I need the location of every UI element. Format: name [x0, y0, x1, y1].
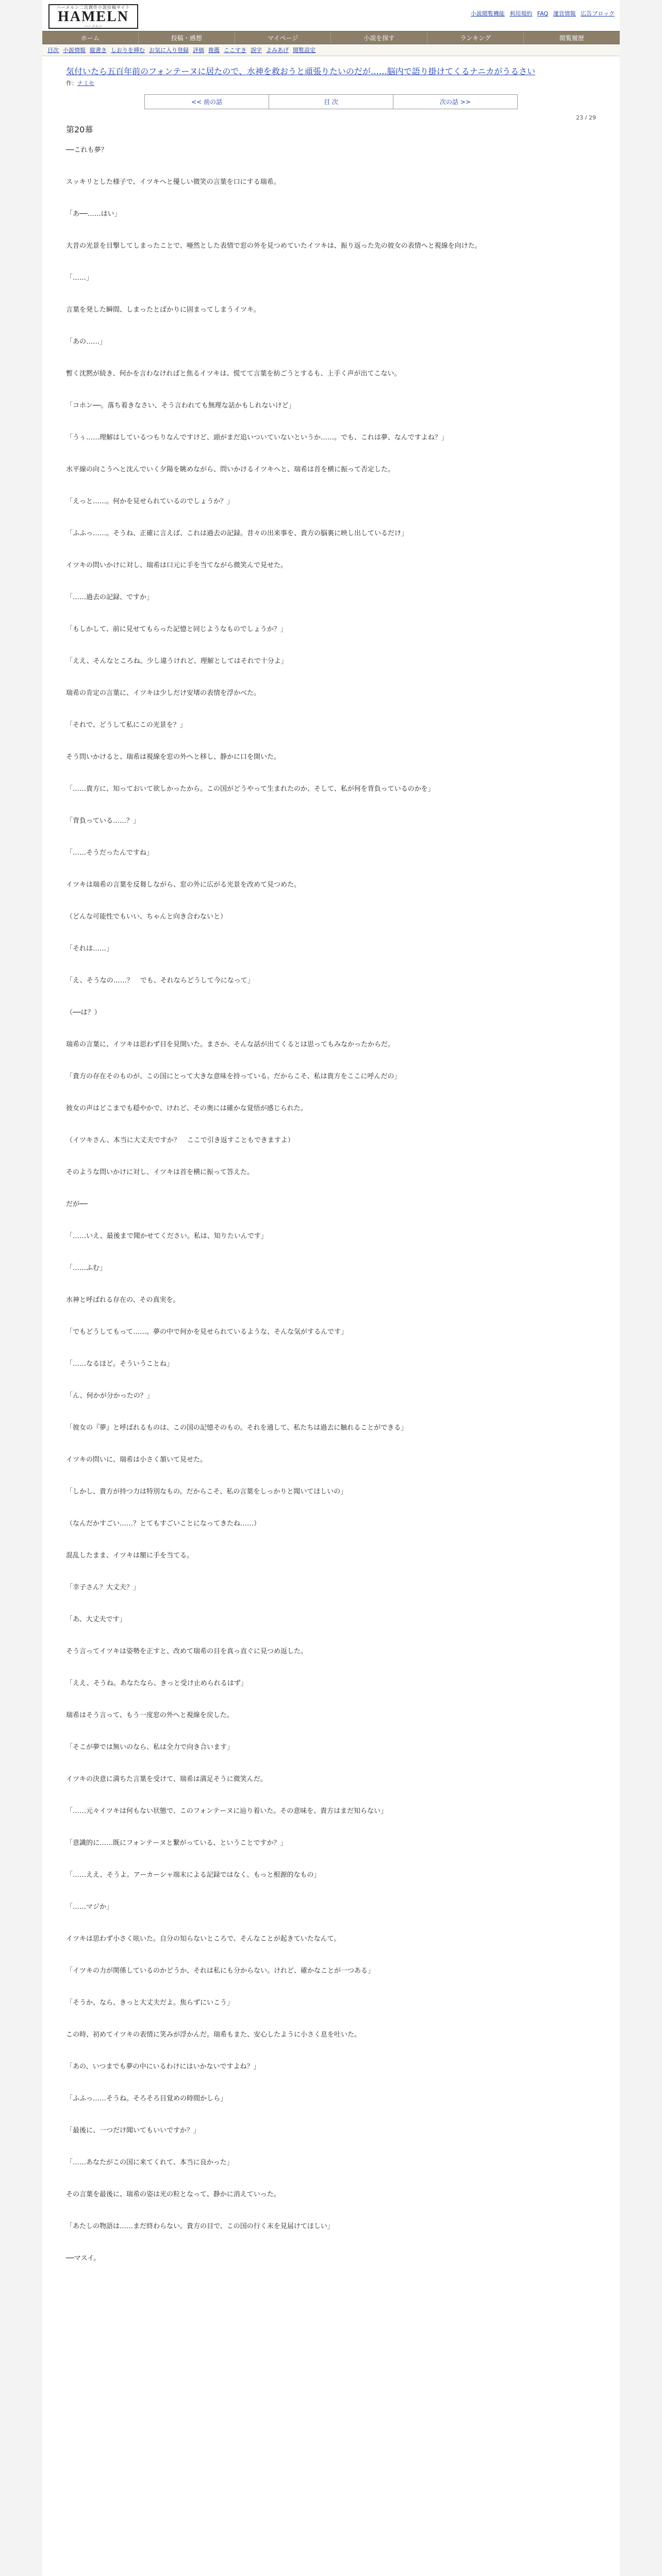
story-paragraph: （どんな可能性でもいい、ちゃんと向き合わないと）: [66, 913, 227, 921]
story-paragraph: 水平線の向こうへと沈んでいく夕陽を眺めながら、問いかけるイツキへと、瑞希は首を横に振って否定した。: [66, 466, 395, 473]
header-link-adblock[interactable]: 広告ブロック: [581, 10, 615, 17]
story-paragraph: 混乱したまま、イツキは額に手を当てる。: [66, 1552, 194, 1560]
story-paragraph: 「あ、大丈夫です」: [66, 1616, 126, 1623]
story-paragraph: 彼女の声はどこまでも穏やかで、けれど、その奥には確かな覚悟が感じられた。: [66, 1105, 307, 1112]
header: [42, 0, 620, 31]
prev-chapter-button[interactable]: << 前の話: [144, 94, 269, 109]
story-paragraph: 「……ええ、そうよ。アーカーシャ端末による記録ではなく、もっと根源的なもの」: [66, 1871, 321, 1879]
story-paragraph: 瑞希はそう言って、もう一度窓の外へと視線を戻した。: [66, 1711, 234, 1719]
story-paragraph: 「彼女の『夢』と呼ばれるものは、この国の記憶そのもの。それを通して、私たちは過去に触れることができる」: [66, 1424, 408, 1432]
author-link[interactable]: ナミセ: [77, 80, 94, 87]
header-link-operator[interactable]: 運営情報: [553, 10, 576, 17]
subnav-settings[interactable]: 閲覧設定: [293, 47, 316, 54]
subnav-toc[interactable]: 目次: [47, 47, 59, 54]
page-count: 23 / 29: [576, 114, 596, 121]
logo-kana: ハーメルン: [84, 24, 103, 28]
nav-home[interactable]: ホーム: [42, 31, 139, 44]
story-paragraph: イツキの決意に満ちた言葉を受けて、瑞希は満足そうに微笑んだ。: [66, 1775, 267, 1783]
story-paragraph: 「でもどうしてもって……。夢の中で何かを見せられているような、そんな気がするんです」: [66, 1328, 348, 1336]
story-paragraph: 「……いえ、最後まで聞かせてください。私は、知りたいんです」: [66, 1232, 268, 1240]
story-paragraph: 大昔の光景を目撃してしまったことで、唖然とした表情で窓の外を見つめていたイツキは、振り返った先の彼女の表情へと視線を向けた。: [66, 242, 482, 250]
story-paragraph: 「……あなたがこの国に来てくれて、本当に良かった」: [66, 2159, 234, 2166]
novel-title[interactable]: 気付いたら五百年前のフォンテーヌに居たので、水神を救おうと頑張りたいのだが……脳内で語り掛けてくるナニカがうるさい: [66, 66, 536, 76]
chapter-title: 第20幕: [66, 125, 93, 134]
header-links: [468, 9, 615, 18]
story-paragraph: 「ええ、そんなところね。少し違うけれど、理解としてはそれで十分よ」: [66, 657, 288, 665]
story-paragraph: だが──: [66, 1200, 88, 1208]
story-paragraph: 「そうか、なら、きっと大丈夫だよ。焦らずにいこう」: [66, 1999, 234, 2007]
story-paragraph: 「幸子さん？大丈夫？」: [66, 1584, 140, 1591]
subnav-recommend[interactable]: 推薦: [208, 47, 220, 54]
story-paragraph: スッキリとした様子で、イツキヘと優しい微笑の言葉を口にする瑞希。: [66, 178, 280, 186]
story-paragraph: 「ん、何かが分かったの？」: [66, 1392, 154, 1400]
story-paragraph: 「しかし、貴方が持つ力は特別なもの。だからこそ、私の言葉をしっかりと聞いてほしいの」: [66, 1488, 347, 1496]
story-paragraph: 「ええ、そうね。あなたなら、きっと受け止められるはず」: [66, 1680, 247, 1687]
story-paragraph: 瑞希の肯定の言葉に、イツキは少しだけ安堵の表情を浮かべた。: [66, 689, 261, 697]
site-logo[interactable]: [48, 4, 138, 29]
subnav-tts[interactable]: よみあげ: [266, 47, 289, 54]
story-paragraph: 「コホン──。落ち着きなさい、そう言われても無理な話かもしれないけど」: [66, 402, 295, 410]
nav-mypage[interactable]: マイページ: [235, 31, 332, 44]
story-paragraph: 「それは……」: [66, 945, 113, 953]
story-paragraph: 「ふふっ……そうね。そろそろ目覚めの時間かしら」: [66, 2095, 227, 2103]
logo-subtitle: ハーメルン二次創作小説投稿サイト: [56, 5, 130, 10]
next-chapter-button[interactable]: 次の話 >>: [393, 94, 518, 109]
story-paragraph: 瑞希の言葉に、イツキは思わず目を見開いた。まさか、そんな話が出てくるとは思ってもみなかったからだ。: [66, 1041, 395, 1048]
story-paragraph: 「……過去の記録、ですか」: [66, 594, 154, 601]
story-paragraph: （なんだかすごい……？とてもすごいことになってきたね……）: [66, 1520, 261, 1528]
author-prefix: 作：: [66, 80, 77, 87]
story-paragraph: 「もしかして、前に見せてもらった記憶と同じようなものでしょうか？」: [66, 625, 287, 633]
subnav-typo[interactable]: 誤字: [251, 47, 262, 54]
novel-subnav: [42, 44, 620, 56]
main-nav: [42, 31, 620, 44]
story-paragraph: そう問いかけると、瑞希は視線を窓の外へと移し、静かに口を開いた。: [66, 753, 281, 761]
story-paragraph: 「……マジか」: [66, 1903, 113, 1911]
story-paragraph: 「背負っている……？」: [66, 817, 140, 825]
story-paragraph: 「意識的に……既にフォンテーヌと繋がっている、ということですか？」: [66, 1839, 287, 1847]
page: [42, 0, 620, 2576]
header-link-terms[interactable]: 利用規約: [509, 10, 533, 17]
subnav-vertical[interactable]: 縦書き: [90, 47, 107, 54]
story-paragraph: 「イツキの力が関係しているのかどうか、それは私にも分からない。けれど、確かなことが一つある」: [66, 1967, 375, 1975]
author-line: [66, 79, 596, 87]
story-paragraph: イツキの問いに、瑞希は小さく頷いて見せた。: [66, 1456, 207, 1464]
story-paragraph: 水神と呼ばれる存在の、その真実を。: [66, 1296, 180, 1304]
logo-text: HAMELN: [58, 8, 129, 25]
story-paragraph: 「あ──……はい」: [66, 210, 121, 218]
story-paragraph: 「あの……」: [66, 338, 107, 346]
story-paragraph: 「貴方の存在そのものが、この国にとって大きな意味を持っている。だからこそ、私は貴方をここに呼んだの」: [66, 1073, 401, 1080]
nav-post[interactable]: 投稿・感想: [139, 31, 235, 44]
story-paragraph: 「そこが夢では無いのなら、私は全力で向き合います」: [66, 1743, 234, 1751]
main-content: [42, 56, 620, 2265]
story-paragraph: 「……ふむ」: [66, 1264, 107, 1272]
header-link-faq[interactable]: FAQ: [537, 10, 549, 17]
story-paragraph: この時、初めてイツキの表情に笑みが浮かんだ。瑞希もまた、安心したように小さく息を吐いた。: [66, 2031, 361, 2039]
chapter-nav: [66, 94, 596, 109]
story-body: [66, 144, 596, 2265]
story-paragraph: 「ふふっ……。そうね、正確に言えば、これは過去の記録。昔々の出来事を、貴方の脳裏に映し出しているだけ」: [66, 530, 408, 537]
story-paragraph: 「……そうだったんですね」: [66, 849, 154, 857]
story-paragraph: そう言ってイツキは姿勢を正すと、改めて瑞希の目を真っ直ぐに見つめ返した。: [66, 1648, 308, 1655]
story-paragraph: 「それで、どうして私にこの光景を？」: [66, 721, 187, 729]
story-paragraph: イツキは瑞希の言葉を反芻しながら、窓の外に広がる光景を改めて見つめた。: [66, 881, 301, 889]
subnav-kokosuki[interactable]: ここすき: [224, 47, 246, 54]
story-paragraph: （──は？）: [66, 1009, 101, 1016]
story-paragraph: イツキの問いかけに対し、瑞希は口元に手を当てながら微笑んで見せた。: [66, 562, 288, 569]
story-paragraph: 「……貴方に、知っておいて欲しかったから。この国がどうやって生まれたのか、そして、私が何を背負っているのかを」: [66, 785, 435, 793]
story-paragraph: 「うぅ……理解はしているつもりなんですけど、頭がまだ追いついていないというか……。でも、これは夢、なんですよね？」: [66, 434, 448, 442]
story-paragraph: 「最後に、一つだけ聞いてもいいですか？」: [66, 2127, 201, 2134]
story-paragraph: 「あの、いつまでも夢の中にいるわけにはいかないですよね？」: [66, 2063, 260, 2071]
header-link-reader[interactable]: 小説閲覧機能: [470, 10, 505, 17]
story-paragraph: そのような問いかけに対し、イツキは首を横に振って答えた。: [66, 1168, 254, 1176]
subnav-rate[interactable]: 評価: [193, 47, 204, 54]
story-paragraph: イツキは思わず小さく呟いた。自分の知らないところで、そんなことが起きていたなんて。: [66, 1935, 341, 1943]
story-paragraph: 「え、そうなの……？ でも、それならどうして今になって」: [66, 977, 254, 985]
story-paragraph: 暫く沈黙が続き、何かを言わなければと焦るイツキは、慌てて言葉を紡ごうとするも、上手く声が出てこない。: [66, 370, 401, 378]
subnav-info[interactable]: 小説情報: [63, 47, 86, 54]
subnav-bookmark[interactable]: しおりを挿む: [111, 47, 145, 54]
toc-button[interactable]: 目 次: [269, 94, 393, 109]
story-paragraph: 「……なるほど。そういうことね」: [66, 1360, 174, 1368]
story-paragraph: その言葉を最後に、瑞希の姿は光の粒となって、静かに消えていった。: [66, 2191, 280, 2198]
story-paragraph: 言葉を発した瞬間、しまったとばかりに固まってしまうイツキ。: [66, 306, 260, 314]
story-paragraph: ──これも夢？: [66, 146, 108, 154]
story-paragraph: 「えっと……。何かを見せられているのでしょうか？」: [66, 498, 234, 505]
nav-search[interactable]: 小説を探す: [331, 31, 427, 44]
story-paragraph: 「あたしの物語は……まだ終わらない。貴方の目で、この国の行く末を見届けてほしい」: [66, 2223, 334, 2230]
nav-ranking[interactable]: ランキング: [427, 31, 524, 44]
story-paragraph: 「……元々イツキは何もない状態で、このフォンテーヌに辿り着いた。その意味を、貴方はまだ知らない」: [66, 1807, 388, 1815]
nav-history[interactable]: 閲覧履歴: [559, 34, 585, 42]
story-paragraph: ──マスイ。: [66, 2255, 101, 2262]
story-paragraph: 「……」: [66, 274, 93, 282]
subnav-favorite[interactable]: お気に入り登録: [149, 47, 189, 54]
story-paragraph: （イツキさん、本当に大丈夫ですか？ ここで引き返すこともできますよ）: [66, 1137, 294, 1144]
